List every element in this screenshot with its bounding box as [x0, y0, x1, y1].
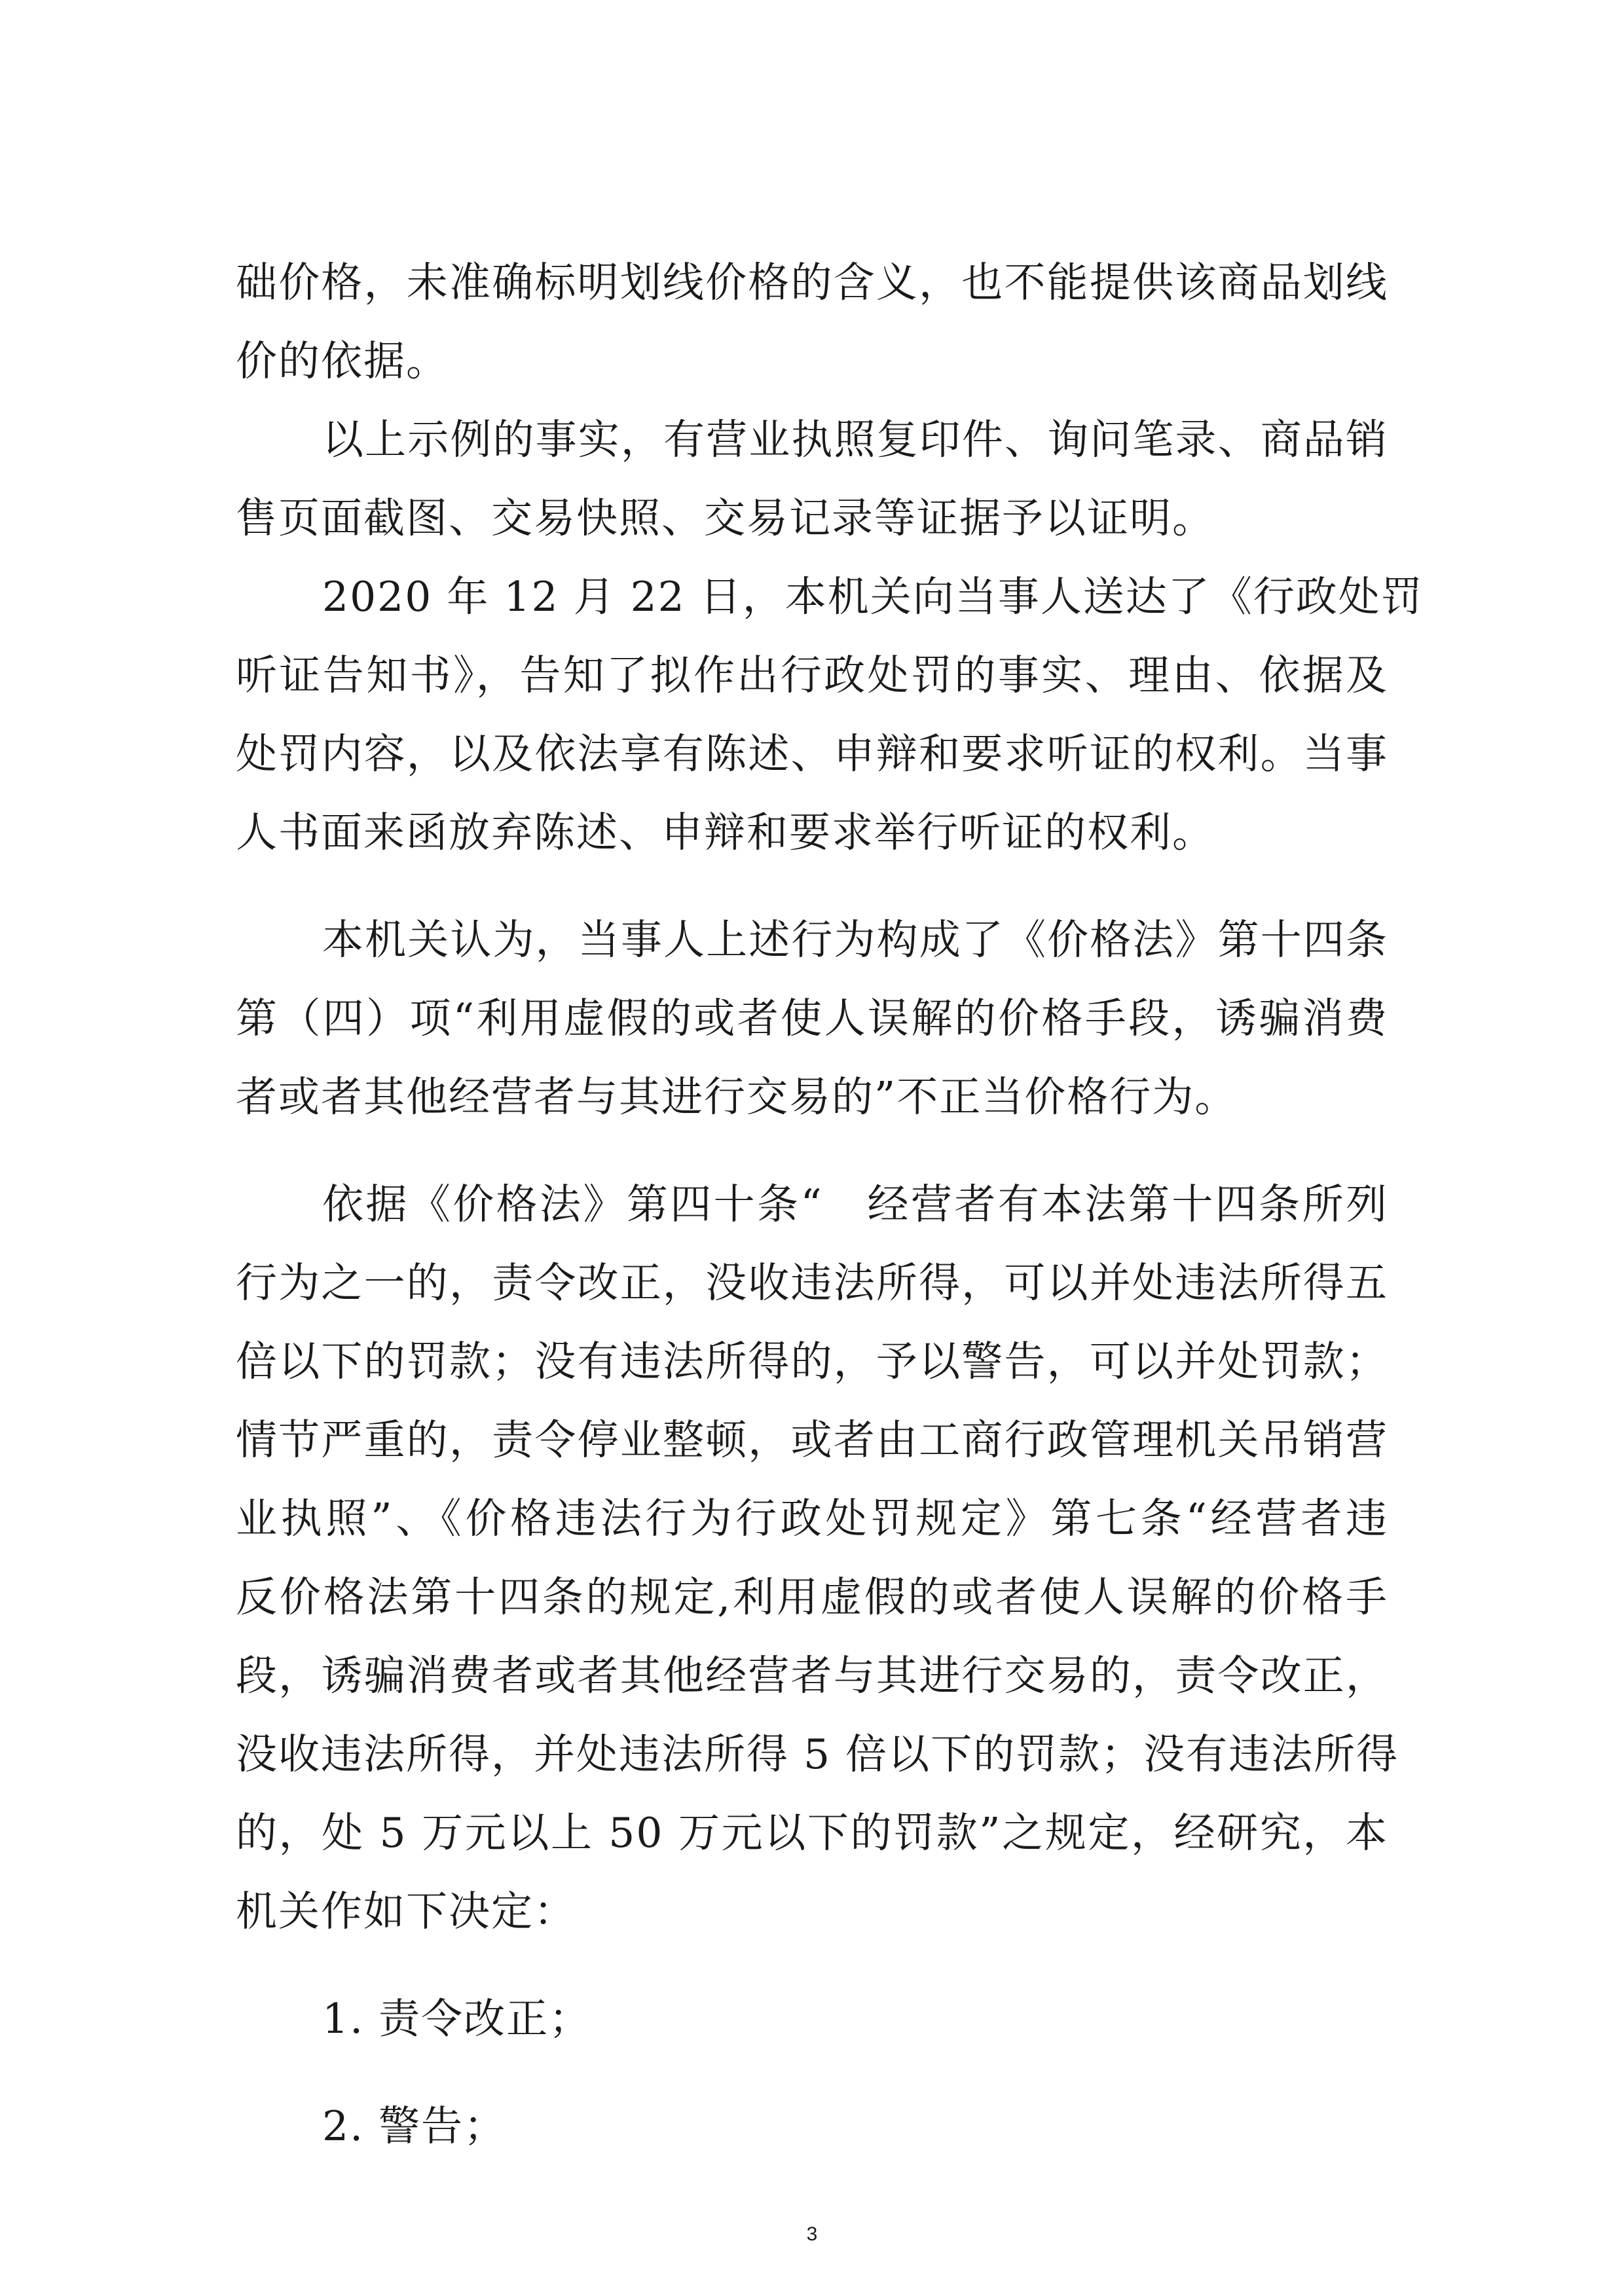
text-line: 反价格法第十四条的规定,利用虚假的或者使人误解的价格手 — [236, 1573, 1388, 1621]
text-line: 的，处 5 万元以上 50 万元以下的罚款”之规定，经研究，本 — [236, 1809, 1388, 1857]
text-line: 础价格，未准确标明划线价格的含义，也不能提供该商品划线 — [236, 259, 1388, 306]
text-line: 依据《价格法》第四十条“ 经营者有本法第十四条所列 — [322, 1180, 1388, 1228]
paragraph-continuation — [236, 244, 1388, 401]
paragraph-evidence — [236, 401, 1388, 558]
text-line: 情节严重的，责令停业整顿，或者由工商行政管理机关吊销营 — [236, 1416, 1388, 1464]
text-line: 人书面来函放弃陈述、申辩和要求举行听证的权利。 — [236, 809, 1215, 856]
text-line: 听证告知书》，告知了拟作出行政处罚的事实、理由、依据及 — [236, 651, 1388, 699]
text-line: 机关作如下决定： — [236, 1887, 576, 1935]
paragraph-finding — [236, 901, 1388, 1137]
text-line: 倍以下的罚款；没有违法所得的，予以警告，可以并处罚款； — [236, 1338, 1388, 1385]
text-line: 第（四）项“利用虚假的或者使人误解的价格手段，诱骗消费 — [236, 994, 1388, 1042]
text-line: 2020 年 12 月 22 日，本机关向当事人送达了《行政处罚 — [322, 573, 1424, 621]
paragraph-legal-basis — [236, 1165, 1399, 1951]
decision-item-1 — [236, 1980, 1388, 2058]
text-line: 没收违法所得，并处违法所得 5 倍以下的罚款；没有违法所得 — [236, 1730, 1399, 1778]
document-body — [236, 244, 1424, 2166]
text-line: 业执照”、《价格违法行为行政处罚规定》第七条“经营者违 — [236, 1495, 1388, 1542]
text-line: 本机关认为，当事人上述行为构成了《价格法》第十四条 — [322, 916, 1388, 964]
text-line: 售页面截图、交易快照、交易记录等证据予以证明。 — [236, 494, 1215, 542]
text-line: 处罚内容，以及依法享有陈述、申辩和要求听证的权利。当事 — [236, 730, 1388, 778]
paragraph-hearing-notice — [236, 558, 1424, 872]
page-number: 3 — [806, 2223, 818, 2245]
text-line: 以上示例的事实，有营业执照复印件、询问笔录、商品销 — [322, 416, 1388, 464]
text-line: 段，诱骗消费者或者其他经营者与其进行交易的，责令改正， — [236, 1652, 1388, 1700]
decision-item-2 — [236, 2087, 1388, 2166]
text-line: 价的依据。 — [236, 337, 449, 385]
text-line: 2. 警告； — [322, 2102, 507, 2150]
text-line: 者或者其他经营者与其进行交易的”不正当价格行为。 — [236, 1073, 1238, 1121]
text-line: 1. 责令改正； — [322, 1995, 592, 2043]
text-line: 行为之一的，责令改正，没收违法所得，可以并处违法所得五 — [236, 1259, 1388, 1307]
